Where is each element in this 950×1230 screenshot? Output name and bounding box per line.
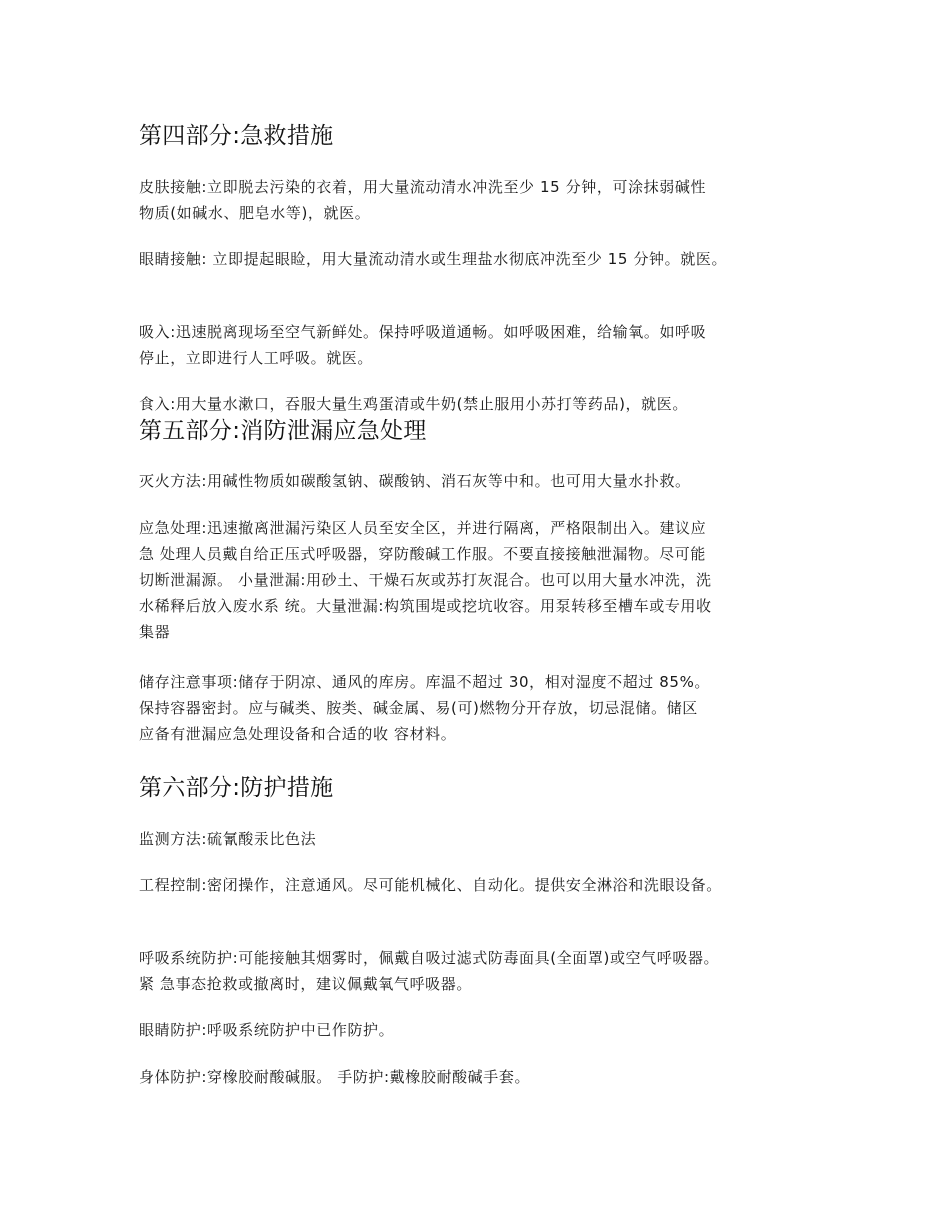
- fire-method: [139, 468, 819, 494]
- respiratory-protection: [139, 945, 819, 997]
- emergency-line-3: 切断泄漏源。 小量泄漏:用砂土、干燥石灰或苏打灰混合。也可以用大量水冲洗，洗: [139, 571, 712, 589]
- storage-line-3: 应备有泄漏应急处理设备和合适的收 容材料。: [139, 725, 457, 743]
- emergency-line-5: 集器: [139, 623, 171, 641]
- engineering-control: [139, 872, 819, 898]
- first-aid-inhale-line-2: 停止，立即进行人工呼吸。就医。: [139, 349, 374, 367]
- first-aid-skin: [139, 174, 819, 226]
- first-aid-skin-line-2: 物质(如碱水、肥皂水等)，就医。: [139, 204, 371, 222]
- engineering-control-line-1: 工程控制:密闭操作，注意通风。尽可能机械化、自动化。提供安全淋浴和洗眼设备。: [139, 876, 722, 894]
- first-aid-ingest: [139, 391, 819, 417]
- emergency-line-1: 应急处理:迅速撤离泄漏污染区人员至安全区，并进行隔离，严格限制出入。建议应: [139, 519, 707, 537]
- first-aid-inhale: [139, 319, 819, 371]
- body-protection: [139, 1064, 819, 1090]
- respiratory-line-1: 呼吸系统防护:可能接触其烟雾时，佩戴自吸过滤式防毒面具(全面罩)或空气呼吸器。: [139, 949, 720, 967]
- storage-notes: [139, 669, 819, 747]
- emergency-line-4: 水稀释后放入废水系 统。大量泄漏:构筑围堤或挖坑收容。用泵转移至槽车或专用收: [139, 597, 712, 615]
- respiratory-line-2: 紧 急事态抢救或撤离时，建议佩戴氧气呼吸器。: [139, 975, 472, 993]
- section-5-heading: 第五部分:消防泄漏应急处理: [139, 418, 427, 444]
- section-6-heading: 第六部分:防护措施: [139, 775, 334, 801]
- emergency-handling: [139, 515, 819, 645]
- fire-method-line-1: 灭火方法:用碱性物质如碳酸氢钠、碳酸钠、消石灰等中和。也可用大量水扑救。: [139, 472, 691, 490]
- monitor-method-line-1: 监测方法:硫氰酸汞比色法: [139, 830, 317, 848]
- storage-line-2: 保持容器密封。应与碱类、胺类、碱金属、易(可)燃物分开存放，切忌混储。储区: [139, 699, 698, 717]
- first-aid-eye: [139, 246, 819, 272]
- eye-protection-line-1: 眼睛防护:呼吸系统防护中已作防护。: [139, 1021, 395, 1039]
- body-protection-line-1: 身体防护:穿橡胶耐酸碱服。 手防护:戴橡胶耐酸碱手套。: [139, 1068, 531, 1086]
- first-aid-eye-line-1: 眼睛接触: 立即提起眼睑，用大量流动清水或生理盐水彻底冲洗至少 15 分钟。就医。: [139, 250, 728, 268]
- section-4-heading: 第四部分:急救措施: [139, 123, 334, 149]
- storage-line-1: 储存注意事项:储存于阴凉、通风的库房。库温不超过 30，相对湿度不超过 85%。: [139, 673, 711, 691]
- first-aid-skin-line-1: 皮肤接触:立即脱去污染的衣着，用大量流动清水冲洗至少 15 分钟，可涂抹弱碱性: [139, 178, 707, 196]
- first-aid-ingest-line-1: 食入:用大量水漱口，吞服大量生鸡蛋清或牛奶(禁止服用小苏打等药品)，就医。: [139, 395, 688, 413]
- eye-protection: [139, 1017, 819, 1043]
- emergency-line-2: 急 处理人员戴自给正压式呼吸器，穿防酸碱工作服。不要直接接触泄漏物。尽可能: [139, 545, 706, 563]
- monitor-method: [139, 826, 819, 852]
- first-aid-inhale-line-1: 吸入:迅速脱离现场至空气新鲜处。保持呼吸道通畅。如呼吸困难，给输氧。如呼吸: [139, 323, 707, 341]
